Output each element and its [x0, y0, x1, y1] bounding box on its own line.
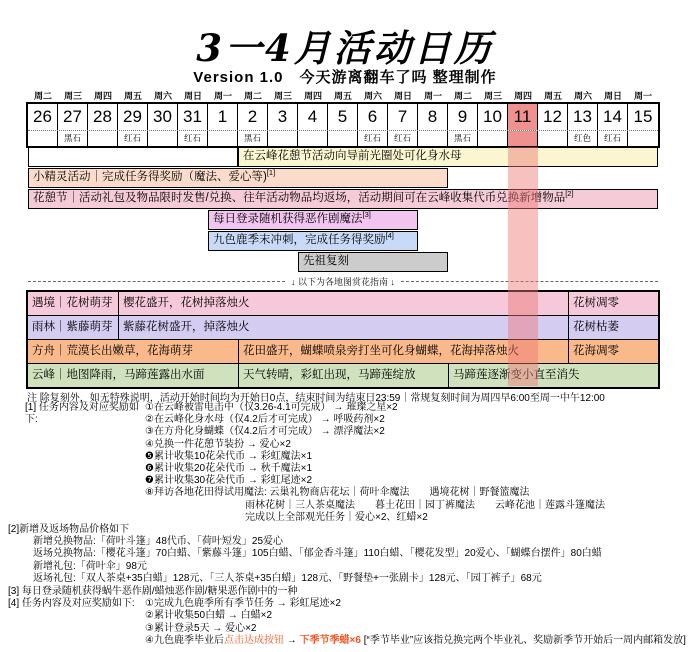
map-cell: 方舟｜荒漠长出嫩草，花海萌芽 [32, 345, 193, 357]
date-row [28, 104, 658, 130]
weekday-cell: 周五 [543, 91, 562, 101]
note-line: 注 除复刻外，如无特殊说明，活动开始时间均为开始日0点，结束时间为结束日23:59｜常规复刻时间为周四早6:00至周一中午12:00 [27, 393, 605, 404]
date-cell: 1 [208, 104, 238, 130]
weekday-cell: 周日 [393, 91, 412, 101]
event-bar-label: 在云峰花憩节活动向导前光圈处可化身水母 [243, 150, 462, 162]
stone-cell [418, 131, 448, 146]
page-subtitle: Version 1.0 今天游离翻车了吗 整理制作 [193, 69, 497, 86]
event-bar [208, 231, 418, 251]
stone-cell: 红石 [178, 131, 208, 146]
footnote-3: [3] 每日登录随机获得蜗牛恶作剧/蜡烛恶作剧/糖果恶作剧中的一种 [8, 586, 298, 598]
divider-dash-left [28, 281, 285, 282]
footnote-4-item: ③累计登录5天 → 爱心×2 [145, 622, 257, 634]
weekday-header-row [28, 89, 658, 102]
fn4-item4-red-reward: 下季节季蜡×6 [299, 634, 361, 646]
event-bar [28, 168, 448, 188]
date-cell: 13 [568, 104, 598, 130]
event-bar [208, 210, 418, 230]
stone-cell [148, 131, 178, 146]
date-cell: 12 [538, 104, 568, 130]
map-cell: 花树枯萎 [568, 316, 658, 339]
event-bar-footnote-ref: [3] [362, 210, 371, 220]
footnote-1-item: ④兑换一件花憩节装扮 → 爱心×2 [145, 438, 291, 450]
section-divider [28, 275, 658, 288]
weekday-cell: 周六 [573, 91, 592, 101]
event-bar-footnote-ref: [2] [565, 189, 574, 199]
date-cell: 10 [478, 104, 508, 130]
fn4-item4-prefix: ④九色鹿季毕业后 [145, 634, 224, 646]
divider-dash-right [401, 281, 658, 282]
event-bar [238, 147, 658, 167]
stone-cell [88, 131, 118, 146]
fn4-item4-suffix: [“季节毕业”应该指兑换完两个毕业礼、奖励新季节开始后一周内邮箱发放] [360, 634, 686, 646]
event-empty-cell [28, 147, 238, 167]
footnotes [0, 402, 690, 647]
stone-cell: 红色 [568, 131, 598, 146]
footnote-1-item: ①在云峰被雷电击中（仅3.26-4.1可完成） → 璀璨之星×2 [145, 402, 398, 413]
weekday-cell: 周日 [183, 91, 202, 101]
event-bar-label: 每日登录随机获得恶作剧魔法 [213, 213, 363, 225]
stone-cell [508, 131, 538, 146]
page-title: 3一4月活动日历 [196, 26, 494, 70]
stone-cell: 红石 [358, 131, 388, 146]
footnote-1-item: ❻累计收集20花朵代币 → 秋千魔法×1 [145, 463, 313, 475]
footnote-2-line: 返场兑换物品:「樱花斗篷」70白蜡、「紫藤斗篷」105白蜡、「郁金香斗篷」110白蜡、「樱花发型」20爱心、「蝴蝶台摆件」80白蜡 [33, 548, 602, 560]
stone-cell [208, 131, 238, 146]
footnote-1-item: ③在方舟化身蝴蝶（仅4.2后才可完成） → 漂浮魔法×2 [145, 426, 385, 438]
weekday-cell: 周六 [363, 91, 382, 101]
date-cell: 26 [28, 104, 58, 130]
fn4-item4-red-action: 点击达成按钮 [223, 634, 284, 646]
stone-cell: 黑石 [238, 131, 268, 146]
footnote-1-item: ❼累计收集30花朵代币 → 彩虹尾迹×2 [145, 475, 313, 487]
footnote-2-lines [8, 536, 690, 585]
footnote-1-item: ❺累计收集10花朵代币 → 彩虹魔法×1 [145, 450, 313, 462]
stone-cell [28, 131, 58, 146]
weekday-cell: 周一 [633, 91, 652, 101]
weekday-cell: 周日 [603, 91, 622, 101]
weekday-cell: 周三 [63, 91, 82, 101]
map-cell: 花树凋零 [568, 292, 658, 315]
date-cell: 28 [88, 104, 118, 130]
map-cell: 紫藤花树盛开，掉落烛火 [118, 316, 568, 339]
date-cell: 7 [388, 104, 418, 130]
date-cell: 6 [358, 104, 388, 130]
map-row [28, 292, 658, 316]
event-bar-label: 先祖复刻 [303, 255, 349, 267]
footnote-4-item: ①完成九色鹿季所有季节任务 → 彩虹尾迹×2 [145, 598, 341, 610]
stone-cell [478, 131, 508, 146]
date-cell: 4 [298, 104, 328, 130]
footnote-1-item: ②在云峰化身水母（仅4.2后才可完成） → 呼吸药剂×2 [145, 414, 385, 426]
stone-cell [628, 131, 658, 146]
footnote-1-item: ⑧拜访各地花田得试用魔法: 云巢礼物商店花坛｜荷叶伞魔法 遇境花树｜野餐篮魔法 [145, 487, 530, 499]
map-bloom-table [26, 290, 660, 389]
stone-cell: 黑石 [448, 131, 478, 146]
stone-cell [538, 131, 568, 146]
weekday-cell: 周四 [93, 91, 112, 101]
date-cell: 31 [178, 104, 208, 130]
map-cell: 雨林｜紫藤萌芽 [32, 321, 113, 333]
date-cell: 9 [448, 104, 478, 130]
stone-cell: 红石 [388, 131, 418, 146]
map-cell: 花海凋零 [568, 340, 658, 363]
date-cell: 3 [268, 104, 298, 130]
map-cell: 花田盛开，蝴蝶喷泉旁打坐可化身蝴蝶，花海掉落烛火 [238, 340, 568, 363]
weekday-cell: 周三 [483, 91, 502, 101]
map-row [28, 340, 658, 364]
date-cell: 15 [633, 107, 653, 126]
map-row [28, 364, 658, 387]
stone-cell: 红石 [118, 131, 148, 146]
weekday-cell: 周五 [123, 91, 142, 101]
footnote-4-item: ②累计收集50白蜡 → 白蜡×2 [145, 610, 273, 622]
footnote-4-label: [4] 任务内容及对应奖励如下: [8, 598, 135, 610]
stone-cell [268, 131, 298, 146]
date-cell: 8 [418, 104, 448, 130]
footnote-1-items [145, 402, 690, 524]
footnote-1 [25, 402, 690, 524]
date-table [26, 102, 660, 148]
weekday-cell: 周六 [153, 91, 172, 101]
event-bar-footnote-ref: [1] [266, 168, 276, 178]
stone-cell: 黑石 [58, 131, 88, 146]
event-bar [298, 252, 448, 272]
divider-label: ↓ 以下为各地图赏花指南 ↓ [291, 277, 396, 287]
date-cell: 29 [118, 104, 148, 130]
footnote-2-line: 新增兑换物品:「荷叶斗篷」48代币、「荷叶短发」25爱心 [33, 536, 284, 548]
stone-cell: 红石 [598, 131, 628, 146]
map-cell: 樱花盛开，花树掉落烛火 [118, 292, 568, 315]
stone-cell [328, 131, 358, 146]
weekday-cell: 周三 [273, 91, 292, 101]
stone-label-row [28, 130, 658, 146]
footnote-1-subitem: 雨林花树｜三人茶桌魔法 暮土花田｜园丁裤魔法 云峰花池｜莲露斗篷魔法 [245, 499, 605, 511]
map-cell: 云峰｜地图降雨，马蹄莲露出水面 [32, 369, 205, 381]
date-cell: 27 [58, 104, 88, 130]
fn4-item4-arrow: → [283, 634, 300, 646]
footnote-1-label: [1] 任务内容及对应奖励如下: [25, 402, 139, 426]
footnote-4-items [145, 598, 690, 647]
footnote-2-line: 新增礼包:「荷叶伞」98元 [33, 560, 147, 572]
weekday-cell: 周一 [213, 91, 232, 101]
event-bars-area [28, 147, 658, 290]
weekday-cell: 周五 [333, 91, 352, 101]
event-bar [28, 189, 658, 209]
footnote-1-subitem: 完成以上全部观光任务｜爱心×2、红蜡×2 [245, 511, 428, 523]
date-cell: 11 [508, 104, 538, 130]
weekday-cell: 周一 [423, 91, 442, 101]
map-cell: 马蹄莲逐渐变小直至消失 [448, 364, 658, 387]
weekday-cell: 周四 [303, 91, 322, 101]
map-cell: 遇境｜花树萌芽 [32, 297, 113, 309]
date-cell: 5 [328, 104, 358, 130]
map-cell: 天气转晴，彩虹出现，马蹄莲绽放 [238, 364, 448, 387]
date-cell: 30 [148, 104, 178, 130]
weekday-cell: 周二 [453, 91, 472, 101]
event-bar-footnote-ref: [4] [385, 231, 394, 241]
event-bar-label: 花憩节｜活动礼包及物品限时发售/兑换、往年活动物品均返场，活动期间可在云峰收集代币兑换新增物品 [33, 192, 566, 204]
footnote-4 [8, 598, 690, 647]
event-bar-label: 小精灵活动｜完成任务得奖励（魔法、爱心等) [33, 171, 267, 183]
footnote-2 [8, 524, 690, 585]
weekday-cell: 周四 [513, 91, 532, 101]
weekday-cell: 周二 [243, 91, 262, 101]
map-row [28, 316, 658, 340]
stone-cell [298, 131, 328, 146]
event-bar-label: 九色鹿季末冲刺，完成任务得奖励 [213, 234, 386, 246]
footnote-4-item4 [145, 635, 690, 647]
date-cell: 2 [238, 104, 268, 130]
footnote-2-line: 返场礼包:「双人茶桌+35白蜡」128元、「三人茶桌+35白蜡」128元、「野餐垫+一张剧卡」128元、「园丁裤子」68元 [33, 572, 542, 584]
date-cell: 14 [598, 104, 628, 130]
weekday-cell: 周二 [33, 91, 52, 101]
footnote-2-label: [2]新增及返场物品价格如下 [8, 524, 130, 536]
